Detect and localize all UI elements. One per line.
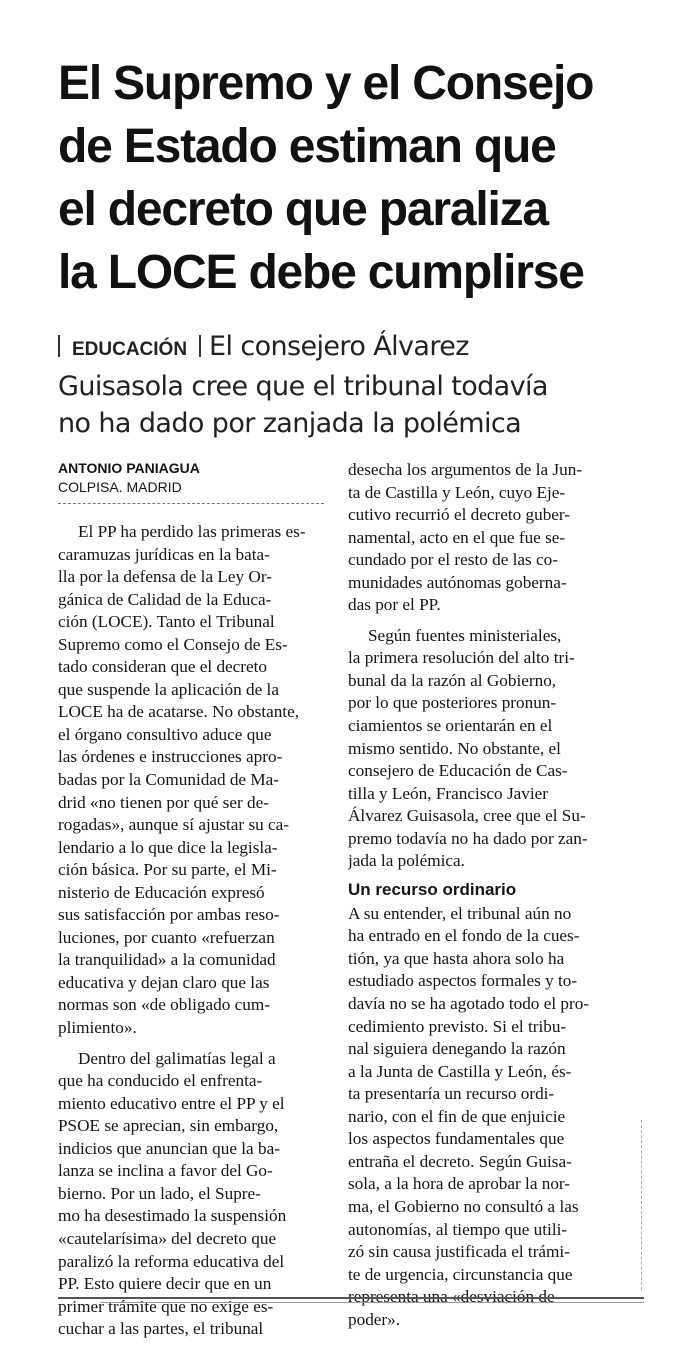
article-line: representa una «desviación de	[348, 1287, 555, 1307]
article-line: bierno. Por un lado, el Supre-	[58, 1183, 261, 1203]
article-line: luciones, por cuanto «refuerzan	[58, 927, 275, 947]
headline-line: de Estado estiman que	[58, 120, 556, 173]
article-column-1	[58, 521, 324, 1341]
headline-line: la LOCE debe cumplirse	[58, 246, 584, 299]
article-line: ción básica. Por su parte, el Mi-	[58, 860, 277, 880]
article-line: ta presentaría un recurso ordi-	[348, 1084, 555, 1104]
article-line: poder».	[348, 1309, 401, 1329]
article-line: autonomías, al tiempo que utili-	[348, 1219, 568, 1239]
article-line: lendario a lo que dice la legisla-	[58, 837, 278, 857]
article-line: LOCE ha de acatarse. No obstante,	[58, 702, 300, 722]
article-line: ta de Castilla y León, cuyo Eje-	[348, 482, 566, 502]
article-line: cutivo recurrió el decreto guber-	[348, 505, 571, 525]
article-line: por lo que posteriores pronun-	[348, 693, 557, 713]
deck-text: El consejero Álvarez	[209, 331, 469, 362]
article-line: cedimiento previsto. Si el tribu-	[348, 1016, 567, 1036]
section-subheading: Un recurso ordinario	[348, 879, 517, 899]
article-line: plimiento».	[58, 1018, 137, 1038]
article-line: ciamientos se orientarán en el	[348, 716, 553, 736]
article-line: badas por la Comunidad de Ma-	[58, 770, 279, 790]
article-line: ma, el Gobierno no consultó a las	[348, 1196, 579, 1216]
article-line: davía no se ha agotado todo el pro-	[348, 994, 590, 1014]
article-line: educativa y dejan claro que las	[58, 972, 270, 992]
headline-line: el decreto que paraliza	[58, 183, 548, 236]
article-line: tilla y León, Francisco Javier	[348, 783, 548, 803]
article-line: mismo sentido. No obstante, el	[348, 738, 561, 758]
article-line: miento educativo entre el PP y el	[58, 1093, 285, 1113]
article-line: el órgano consultivo aduce que	[58, 724, 272, 744]
article-line: los aspectos fundamentales que	[348, 1129, 565, 1149]
article-line: entraña el decreto. Según Guisa-	[348, 1151, 572, 1171]
article-line: premo todavía no ha dado por zan-	[348, 828, 588, 848]
article-line: jada la polémica.	[348, 851, 465, 871]
article-line: primer trámite que no exige es-	[58, 1296, 274, 1316]
article-line: das por el PP.	[348, 595, 441, 615]
article-line: a la Junta de Castilla y León, és-	[348, 1061, 572, 1081]
article-line: nisterio de Educación expresó	[58, 882, 265, 902]
article-line: que suspende la aplicación de la	[58, 679, 279, 699]
article-line: ha entrado en el fondo de la cues-	[348, 926, 580, 946]
article-line: sola, a la hora de aprobar la nor-	[348, 1174, 571, 1194]
article-line: cuchar a las partes, el tribunal	[58, 1319, 264, 1339]
subheadline	[58, 328, 658, 442]
article-column-2	[348, 459, 618, 1331]
article-line: PP. Esto quiere decir que en un	[58, 1274, 272, 1294]
article-line: nario, con el fin de que enjuicie	[348, 1106, 566, 1126]
article-line: indicios que anuncian que la ba-	[58, 1138, 280, 1158]
article-line: gánica de Calidad de la Educa-	[58, 589, 272, 609]
article-line: que ha conducido el enfrenta-	[58, 1071, 263, 1091]
article-line: paralizó la reforma educativa del	[58, 1251, 285, 1271]
byline	[58, 459, 326, 497]
article-line: Según fuentes ministeriales,	[368, 625, 562, 645]
headline-line: El Supremo y el Consejo	[58, 57, 594, 110]
deck-line-2: Guisasola cree que el tribunal todavía	[58, 371, 548, 402]
article-line: PSOE se aprecian, sin embargo,	[58, 1116, 279, 1136]
article-line: la tranquilidad» a la comunidad	[58, 950, 276, 970]
article-line: ción (LOCE). Tanto el Tribunal	[58, 612, 275, 632]
section-divider	[58, 335, 60, 357]
article-line: nal siguiera denegando la razón	[348, 1039, 566, 1059]
article-line: drid «no tienen por qué ser de-	[58, 792, 269, 812]
article-line: normas son «de obligado cum-	[58, 995, 270, 1015]
article-line: mo ha desestimado la suspensión	[58, 1206, 287, 1226]
article-line: rogadas», aunque sí ajustar su ca-	[58, 815, 289, 835]
article-line: namental, acto en el que fue se-	[348, 527, 566, 547]
article-line: tado consideran que el decreto	[58, 657, 268, 677]
article-line: bunal da la razón al Gobierno,	[348, 670, 557, 690]
section-label: EDUCACIÓN	[71, 339, 188, 360]
article-line: Álvarez Guisasola, cree que el Su-	[348, 806, 586, 826]
article-line: cundado por el resto de las co-	[348, 550, 558, 570]
article-line: Supremo como el Consejo de Es-	[58, 634, 288, 654]
article-line: lla por la defensa de la Ley Or-	[58, 567, 272, 587]
article-line: tión, ya que hasta ahora solo ha	[348, 948, 565, 968]
deck-line-3: no ha dado por zanjada la polémica	[58, 408, 522, 439]
headline	[58, 52, 658, 304]
paragraph-gap	[348, 617, 618, 625]
article-line: lanza se inclina a favor del Go-	[58, 1161, 273, 1181]
article-line: munidades autónomas goberna-	[348, 572, 567, 592]
article-line: las órdenes e instrucciones apro-	[58, 747, 283, 767]
article-line: A su entender, el tribunal aún no	[348, 903, 572, 923]
article-line: te de urgencia, circunstancia que	[348, 1264, 573, 1284]
article-line: desecha los argumentos de la Jun-	[348, 460, 583, 479]
margin-divider	[641, 1120, 642, 1290]
paragraph-gap	[58, 1040, 324, 1048]
article-line: Dentro del galimatías legal a	[78, 1048, 276, 1068]
article-line: consejero de Educación de Cas-	[348, 761, 568, 781]
article-line: la primera resolución del alto tri-	[348, 648, 575, 668]
section-divider	[199, 335, 201, 357]
bottom-rule	[58, 1297, 644, 1299]
article-line: caramuzas jurídicas en la bata-	[58, 544, 270, 564]
byline-agency: COLPISA. MADRID	[58, 479, 182, 495]
article-line: «cautelarísima» del decreto que	[58, 1228, 277, 1248]
byline-author: ANTONIO PANIAGUA	[58, 460, 200, 476]
article-line: El PP ha perdido las primeras es-	[78, 522, 306, 541]
byline-divider	[58, 503, 324, 504]
deck-line-1	[58, 328, 658, 368]
article-line: sus satisfacción por ambas reso-	[58, 905, 280, 925]
article-line: zó sin causa justificada el trámi-	[348, 1242, 570, 1262]
article-line: estudiado aspectos formales y to-	[348, 971, 578, 991]
bottom-rule-thin	[100, 1302, 644, 1303]
